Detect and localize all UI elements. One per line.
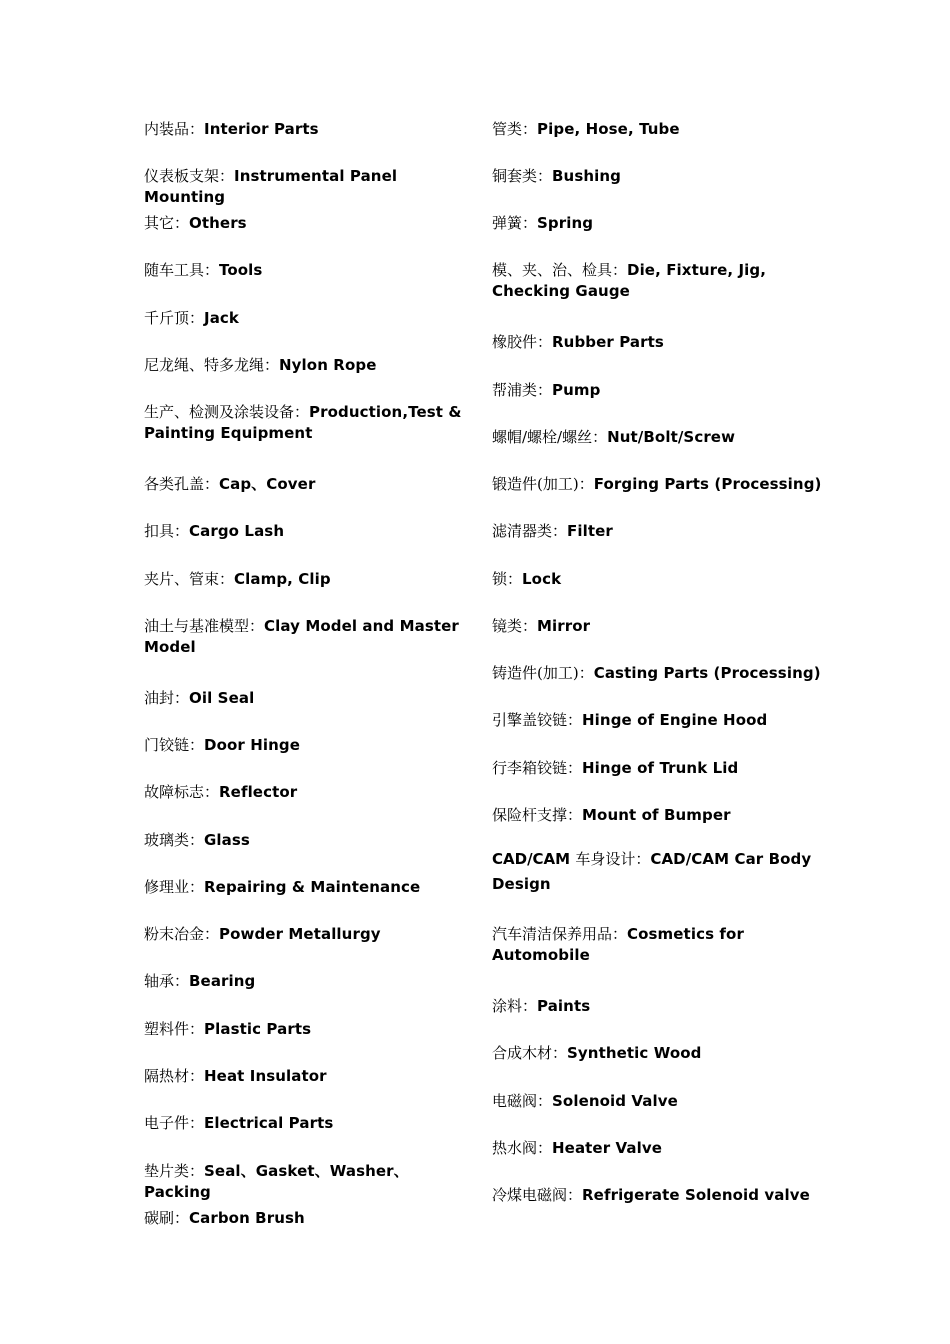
chinese-term: 帮浦类： [492,381,553,399]
chinese-term: 轴承： [144,972,190,990]
english-term: Nut/Bolt/Screw [607,428,736,446]
glossary-entry [144,877,474,898]
glossary-entry [492,847,822,897]
chinese-term: 夹片、管束： [144,570,235,588]
chinese-term: 修理业： [144,878,205,896]
glossary-entry [144,260,474,281]
english-term: Clamp, Clip [234,570,331,588]
glossary-entry [144,735,474,756]
glossary-entry [144,1066,474,1087]
chinese-term: 合成木材： [492,1044,568,1062]
english-term: Heater Valve [552,1139,663,1157]
chinese-term: 铸造件(加工)： [492,664,594,682]
chinese-term: 涂料： [492,997,538,1015]
glossary-entry [144,688,474,709]
english-term: Cap、Cover [219,475,316,493]
english-term: Powder Metallurgy [219,925,381,943]
glossary-entry [492,710,822,731]
glossary-entry [492,616,822,637]
english-term: Reflector [219,783,298,801]
english-term: Die, Fixture, Jig, Checking Gauge [492,261,767,300]
chinese-term: 镜类： [492,617,538,635]
english-term: Instrumental Panel Mounting [144,167,398,206]
english-term: Spring [537,214,594,232]
english-term: Hinge of Engine Hood [582,711,768,729]
chinese-term: 扣具： [144,522,190,540]
glossary-entry [492,924,822,966]
chinese-term: 滤清器类： [492,522,568,540]
glossary-entry [144,1161,474,1203]
chinese-term: 油土与基准模型： [144,617,265,635]
english-term: Pump [552,381,601,399]
chinese-term: 橡胶件： [492,333,553,351]
glossary-entry [144,474,474,495]
chinese-term: 垫片类： [144,1162,205,1180]
english-term: Door Hinge [204,736,300,754]
glossary-entry [492,166,822,187]
english-term: Lock [522,570,562,588]
chinese-term: 隔热材： [144,1067,205,1085]
glossary-entry [492,260,822,302]
chinese-term: 故障标志： [144,783,220,801]
chinese-term: 模、夹、治、检具： [492,261,628,279]
glossary-entry [144,308,474,329]
glossary-entry [144,569,474,590]
english-term: Cargo Lash [189,522,285,540]
chinese-term: 内装品： [144,120,205,138]
glossary-entry [492,1185,822,1206]
english-term: Production,Test & Painting Equipment [144,403,462,442]
english-term: Nylon Rope [279,356,377,374]
glossary-entry [492,380,822,401]
glossary-entry [492,569,822,590]
chinese-term: 门铰链： [144,736,205,754]
glossary-entry [492,332,822,353]
glossary-entry [144,402,474,444]
english-term: Others [189,214,247,232]
chinese-term: 电磁阀： [492,1092,553,1110]
chinese-term: 锁： [492,570,523,588]
glossary-entry [492,474,822,495]
english-term: Forging Parts (Processing) [593,475,822,493]
chinese-term: 随车工具： [144,261,220,279]
english-term: Heat Insulator [204,1067,327,1085]
glossary-entry [492,213,822,234]
chinese-term: 管类： [492,120,538,138]
chinese-term: 油封： [144,689,190,707]
glossary-entry [144,971,474,992]
glossary-entry [492,1091,822,1112]
english-term: Rubber Parts [552,333,664,351]
chinese-term: 塑料件： [144,1020,205,1038]
glossary-entry [144,521,474,542]
glossary-entry [144,355,474,376]
glossary-entry [492,758,822,779]
chinese-term: 引擎盖铰链： [492,711,583,729]
chinese-term: 玻璃类： [144,831,205,849]
chinese-term: 螺帽/螺栓/螺丝： [492,428,608,446]
english-term: Electrical Parts [204,1114,334,1132]
english-term: Cosmetics for Automobile [492,925,744,964]
chinese-term: 热水阀： [492,1139,553,1157]
glossary-entry [144,782,474,803]
english-term: Filter [567,522,613,540]
glossary-entry [144,119,474,140]
english-term: Oil Seal [189,689,255,707]
chinese-term: 保险杆支撑： [492,806,583,824]
english-term: Repairing & Maintenance [204,878,421,896]
glossary-entry [492,663,822,684]
glossary-entry [492,996,822,1017]
chinese-term: 各类孔盖： [144,475,220,493]
glossary-entry [144,830,474,851]
english-lead-term: CAD/CAM [492,850,576,868]
english-term: Bushing [552,167,621,185]
glossary-entry [492,427,822,448]
glossary-entry [492,1043,822,1064]
chinese-term: 生产、检测及涂装设备： [144,403,310,421]
chinese-term: 尼龙绳、特多龙绳： [144,356,280,374]
english-term: Seal、Gasket、Washer、Packing [144,1162,409,1201]
chinese-term: 冷煤电磁阀： [492,1186,583,1204]
english-term: Carbon Brush [189,1209,305,1227]
glossary-entry [144,616,474,658]
chinese-term: 电子件： [144,1114,205,1132]
english-term: Clay Model and Master Model [144,617,459,656]
glossary-entry [144,1208,474,1229]
glossary-entry [492,805,822,826]
chinese-term: 碳刷： [144,1209,190,1227]
english-term: Pipe, Hose, Tube [537,120,680,138]
english-term: Hinge of Trunk Lid [582,759,739,777]
chinese-term: 仪表板支架： [144,167,235,185]
english-term: Refrigerate Solenoid valve [582,1186,810,1204]
glossary-entry [492,119,822,140]
chinese-term: 行李箱铰链： [492,759,583,777]
english-term: Solenoid Valve [552,1092,678,1110]
chinese-term: 千斤顶： [144,309,205,327]
chinese-term: 弹簧： [492,214,538,232]
english-term: Paints [537,997,591,1015]
english-term: CAD/CAM Car Body Design [492,850,812,893]
glossary-entry [144,1113,474,1134]
english-term: Tools [219,261,263,279]
english-term: Jack [204,309,239,327]
chinese-term: 锻造件(加工)： [492,475,594,493]
english-term: Bearing [189,972,256,990]
english-term: Mount of Bumper [582,806,731,824]
chinese-term: 汽车清洁保养用品： [492,925,628,943]
english-term: Casting Parts (Processing) [593,664,821,682]
glossary-entry [144,166,474,208]
english-term: Synthetic Wood [567,1044,702,1062]
glossary-entry [144,924,474,945]
glossary-entry [144,1019,474,1040]
english-term: Mirror [537,617,591,635]
chinese-term: 其它： [144,214,190,232]
chinese-term: 车身设计： [575,850,651,868]
glossary-entry [144,213,474,234]
chinese-term: 粉末冶金： [144,925,220,943]
english-term: Glass [204,831,250,849]
glossary-entry [492,1138,822,1159]
glossary-entry [492,521,822,542]
english-term: Plastic Parts [204,1020,312,1038]
english-term: Interior Parts [204,120,319,138]
chinese-term: 铜套类： [492,167,553,185]
